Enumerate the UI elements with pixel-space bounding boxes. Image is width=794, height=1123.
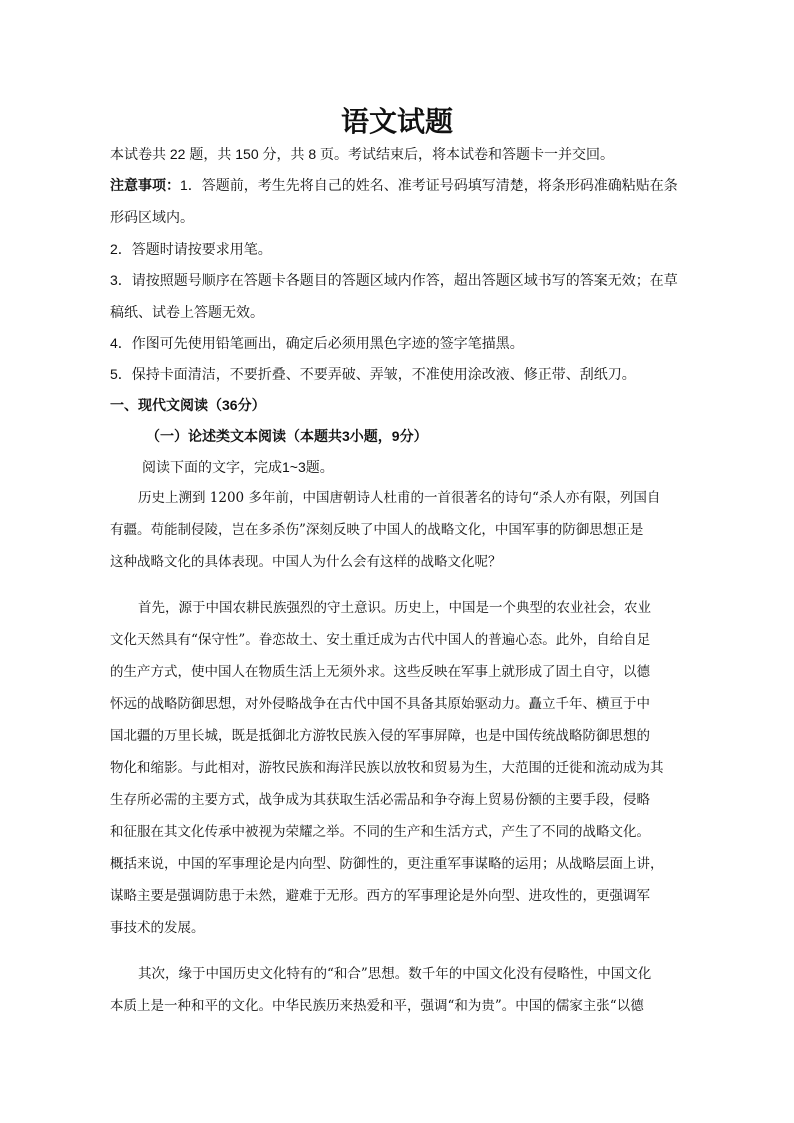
passage-line: 本质上是一种和平的文化。中华民族历来热爱和平，强调“和为贵”。中国的儒家主张“以德 bbox=[110, 998, 644, 1014]
note-4: 4．作图可先使用铅笔画出，确定后必须用黑色字迹的签字笔描黑。 bbox=[110, 335, 524, 351]
passage-line: 国北疆的万里长城，既是抵御北方游牧民族入侵的军事屏障，也是中国传统战略防御思想的 bbox=[110, 728, 650, 744]
note-3: 3．请按照题号顺序在答题卡各题目的答题区域内作答，超出答题区域书写的答案无效；在草 bbox=[110, 272, 678, 288]
passage-line: 事技术的发展。 bbox=[110, 920, 205, 936]
subsection-heading: （一）论述类文本阅读（本题共3小题，9分） bbox=[146, 428, 428, 444]
passage-line: 和征服在其文化传承中被视为荣耀之举。不同的生产和生活方式，产生了不同的战略文化。 bbox=[110, 824, 650, 840]
exam-intro: 本试卷共 22 题，共 150 分，共 8 页。考试结束后，将本试卷和答题卡一并交回。 bbox=[110, 146, 615, 162]
passage-line: 文化天然具有“保守性”。眷恋故土、安土重迁成为古代中国人的普遍心态。此外，自给自足 bbox=[110, 632, 651, 648]
note-1-continued: 形码区域内。 bbox=[110, 209, 194, 225]
passage-line: 生存所必需的主要方式，战争成为其获取生活必需品和争夺海上贸易份额的主要手段，侵略 bbox=[110, 792, 650, 808]
note-5: 5．保持卡面清洁，不要折叠、不要弄破、弄皱，不准使用涂改液、修正带、刮纸刀。 bbox=[110, 366, 636, 382]
passage-line: 其次，缘于中国历史文化特有的“和合”思想。数千年的中国文化没有侵略性，中国文化 bbox=[138, 966, 652, 982]
passage-line: 历史上溯到 1200 多年前，中国唐朝诗人杜甫的一首很著名的诗句“杀人亦有限，列国自 bbox=[138, 490, 661, 506]
passage-line: 谋略主要是强调防患于未然，避难于无形。西方的军事理论是外向型、进攻性的，更强调军 bbox=[110, 888, 650, 904]
notes-label: 注意事项： bbox=[110, 177, 180, 193]
passage-line: 怀远的战略防御思想，对外侵略战争在古代中国不具备其原始驱动力。矗立千年、横亘于中 bbox=[110, 696, 650, 712]
page-title: 语文试题 bbox=[340, 105, 453, 138]
passage-line: 这种战略文化的具体表现。中国人为什么会有这样的战略文化呢？ bbox=[110, 554, 502, 570]
section-heading: 一、现代文阅读（36分） bbox=[110, 397, 266, 413]
note-2: 2．答题时请按要求用笔。 bbox=[110, 241, 272, 257]
passage-line: 物化和缩影。与此相对，游牧民族和海洋民族以放牧和贸易为生，大范围的迁徙和流动成为其 bbox=[110, 760, 664, 776]
passage-line: 概括来说，中国的军事理论是内向型、防御性的，更注重军事谋略的运用；从战略层面上讲， bbox=[110, 856, 664, 872]
passage-line: 首先，源于中国农耕民族强烈的守土意识。历史上，中国是一个典型的农业社会，农业 bbox=[138, 600, 651, 616]
passage-line: 有疆。苟能制侵陵，岂在多杀伤”深刻反映了中国人的战略文化，中国军事的防御思想正是 bbox=[110, 522, 644, 538]
note-3-continued: 稿纸、试卷上答题无效。 bbox=[110, 304, 264, 320]
notes-line-1 bbox=[110, 177, 690, 194]
passage-line: 的生产方式，使中国人在物质生活上无须外求。这些反映在军事上就形成了固土自守，以德 bbox=[110, 664, 650, 680]
note-1: 1．答题前，考生先将自己的姓名、准考证号码填写清楚，将条形码准确粘贴在条 bbox=[180, 177, 678, 193]
reading-instruction: 阅读下面的文字，完成1~3题。 bbox=[142, 459, 334, 475]
